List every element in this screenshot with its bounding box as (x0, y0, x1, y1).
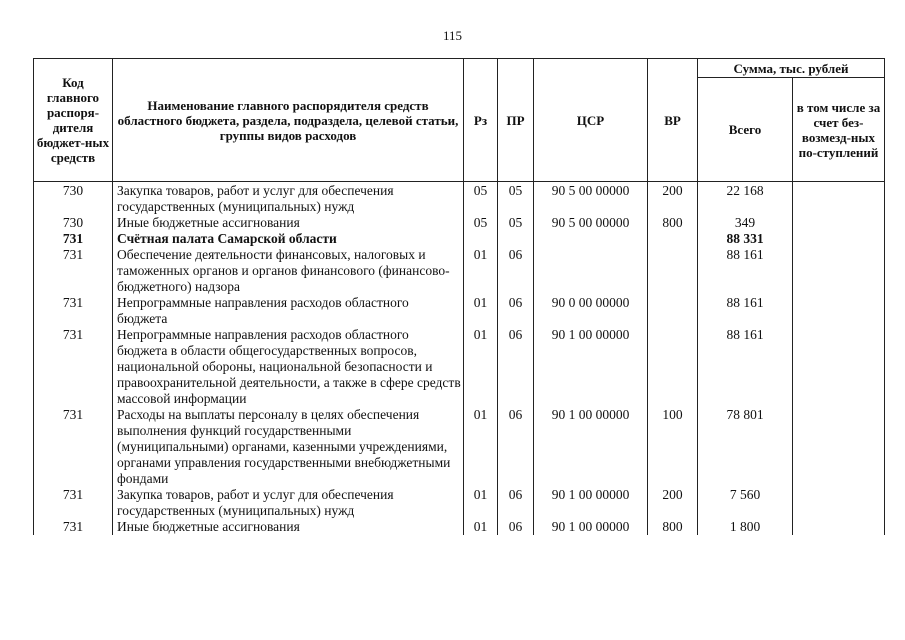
cell-pr: 05 (498, 182, 534, 216)
table-row (34, 182, 885, 216)
table-header (34, 59, 885, 182)
cell-csr: 90 1 00 00000 (534, 327, 648, 407)
cell-rz: 01 (464, 407, 498, 487)
cell-name: Расходы на выплаты персоналу в целях обеспечения выполнения функций государственными (муниципальными) органами, казенными учреждениями, органами управления государственными внебюджетными фондами (113, 407, 464, 487)
header-sum-group: Сумма, тыс. рублей (698, 59, 885, 78)
cell-name: Закупка товаров, работ и услуг для обеспечения государственных (муниципальных) нужд (113, 487, 464, 519)
cell-name: Иные бюджетные ассигнования (113, 519, 464, 535)
cell-total: 22 168 (698, 182, 793, 216)
cell-free (793, 487, 885, 519)
table-row (34, 519, 885, 535)
table-row (34, 247, 885, 295)
cell-code: 731 (34, 247, 113, 295)
cell-free (793, 327, 885, 407)
cell-vr: 800 (648, 519, 698, 535)
cell-name: Иные бюджетные ассигнования (113, 215, 464, 231)
cell-pr: 05 (498, 215, 534, 231)
cell-vr: 200 (648, 182, 698, 216)
cell-rz: 01 (464, 519, 498, 535)
cell-code: 731 (34, 519, 113, 535)
cell-total: 349 (698, 215, 793, 231)
cell-pr: 06 (498, 407, 534, 487)
table-row (34, 295, 885, 327)
cell-name: Обеспечение деятельности финансовых, налоговых и таможенных органов и органов финансового (финансово-бюджетного) надзора (113, 247, 464, 295)
table-body (34, 182, 885, 536)
cell-total: 1 800 (698, 519, 793, 535)
cell-csr: 90 1 00 00000 (534, 519, 648, 535)
cell-code: 731 (34, 295, 113, 327)
budget-table (33, 58, 885, 535)
header-csr: ЦСР (534, 59, 648, 182)
cell-total: 88 161 (698, 327, 793, 407)
cell-pr: 06 (498, 487, 534, 519)
cell-code: 730 (34, 215, 113, 231)
cell-rz: 01 (464, 327, 498, 407)
cell-code: 731 (34, 407, 113, 487)
cell-vr (648, 327, 698, 407)
cell-free (793, 407, 885, 487)
cell-vr: 200 (648, 487, 698, 519)
cell-rz: 01 (464, 247, 498, 295)
header-rz: Рз (464, 59, 498, 182)
table-row (34, 407, 885, 487)
cell-code: 730 (34, 182, 113, 216)
cell-csr: 90 1 00 00000 (534, 487, 648, 519)
cell-csr (534, 231, 648, 247)
cell-free (793, 247, 885, 295)
cell-rz: 05 (464, 215, 498, 231)
cell-vr (648, 247, 698, 295)
header-code: Код главного распоря-дителя бюджет-ных средств (34, 59, 113, 182)
cell-total: 7 560 (698, 487, 793, 519)
page-number: 115 (442, 28, 463, 43)
cell-name: Закупка товаров, работ и услуг для обеспечения государственных (муниципальных) нужд (113, 182, 464, 216)
cell-rz: 05 (464, 182, 498, 216)
cell-name: Непрограммные направления расходов областного бюджета (113, 295, 464, 327)
header-name: Наименование главного распорядителя средств областного бюджета, раздела, подраздела, целевой статьи, группы видов расходов (113, 59, 464, 182)
cell-csr: 90 5 00 00000 (534, 182, 648, 216)
cell-vr (648, 295, 698, 327)
cell-pr: 06 (498, 519, 534, 535)
cell-pr: 06 (498, 295, 534, 327)
cell-total: 88 331 (698, 231, 793, 247)
cell-free (793, 519, 885, 535)
cell-rz: 01 (464, 487, 498, 519)
cell-free (793, 182, 885, 216)
cell-csr: 90 0 00 00000 (534, 295, 648, 327)
cell-code: 731 (34, 327, 113, 407)
cell-total: 88 161 (698, 295, 793, 327)
cell-free (793, 295, 885, 327)
cell-pr (498, 231, 534, 247)
table-row (34, 215, 885, 231)
cell-csr: 90 5 00 00000 (534, 215, 648, 231)
cell-code: 731 (34, 231, 113, 247)
cell-name: Непрограммные направления расходов областного бюджета в области общегосударственных вопросов, национальной обороны, национальной безопасности и правоохранительной деятельности, а также в сфере средств массовой информации (113, 327, 464, 407)
cell-vr: 800 (648, 215, 698, 231)
table-row (34, 327, 885, 407)
table-row (34, 231, 885, 247)
cell-free (793, 231, 885, 247)
header-total: Всего (698, 78, 793, 182)
cell-rz (464, 231, 498, 247)
header-vr: ВР (648, 59, 698, 182)
cell-free (793, 215, 885, 231)
cell-vr: 100 (648, 407, 698, 487)
cell-total: 88 161 (698, 247, 793, 295)
cell-total: 78 801 (698, 407, 793, 487)
header-pr: ПР (498, 59, 534, 182)
cell-rz: 01 (464, 295, 498, 327)
cell-vr (648, 231, 698, 247)
cell-code: 731 (34, 487, 113, 519)
cell-name: Счётная палата Самарской области (113, 231, 464, 247)
cell-csr: 90 1 00 00000 (534, 407, 648, 487)
cell-pr: 06 (498, 247, 534, 295)
cell-csr (534, 247, 648, 295)
table-row (34, 487, 885, 519)
cell-pr: 06 (498, 327, 534, 407)
header-free: в том числе за счет без-возмезд-ных по-ступлений (793, 78, 885, 182)
